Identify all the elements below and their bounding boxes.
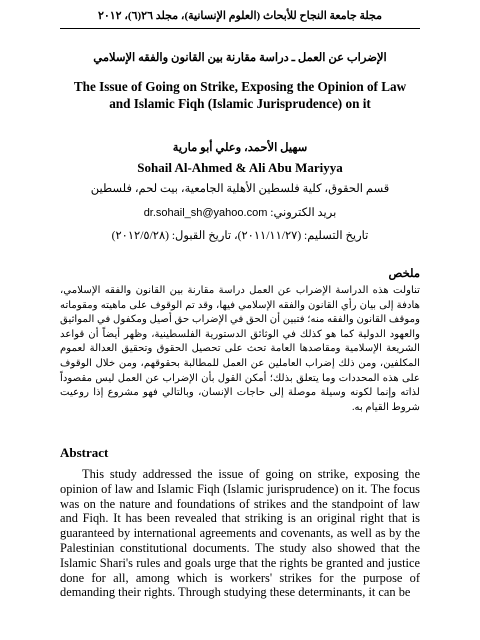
abstract-english-heading: Abstract — [60, 445, 109, 460]
authors-english: Sohail Al-Ahmed & Ali Abu Mariyya — [137, 160, 343, 175]
journal-header: مجلة جامعة النجاح للأبحاث (العلوم الإنسانية)، مجلد ٢٦(٦)، ٢٠١٢ — [60, 6, 420, 29]
abstract-arabic-body: تناولت هذه الدراسة الإضراب عن العمل دراسة مقارنة بين القانون والفقه الإسلامي، هادفة إلى بيان رأي القانون والفقه الإسلامي فيها، وقد تم الوقوف على ماهيته ومقوماته وموقف القانون والفقه منه؛ فتبين أن الحق في الإضراب حق أصيل ومكفول في المواثيق والعهود الدولية كما هو كذلك في الوثائق الدستورية الفلسطينية، وظهر أيضاً أن قواعد الشريعة الإسلامية ومقاصدها العامة تحث على تحصيل الحقوق وتحقيق العدالة لعموم المكلفين، ومن ذلك إضراب العاملين عن العمل للمطالبة بحقوقهم، ومن خلال الوقوف على هذه المحددات وما يتعلق بذلك؛ أمكن القول بأن الإضراب عن العمل ليس مقصوداً لذاته وإنما لكونه وسيلة موصلة إلى حاجات الإنسان، وبالتالي فهو مشروع إذا روعيت شروط القيام به. — [60, 285, 420, 413]
abstract-arabic-heading: ملخص — [388, 268, 420, 280]
abstract-english-body: This study addressed the issue of going on strike, exposing the opinion of law and Islamic Fiqh (Islamic jurisprudence) on it. The focus was on the nature and foundations of strikes and the standpoint of law and Fiqh. It has been revealed that striking is an original right that is guaranteed by international agreements and covenants, as well as by the Palestinian constitutional documents. The study also showed that the Islamic Shari's rules and goals urge that the rights be granted and justice done for all, among which is workers' strikes for the purpose of demanding their rights. Through studying these determinants, it can be — [60, 467, 420, 600]
email-line — [60, 205, 420, 219]
email-label: بريد الكتروني: — [270, 207, 337, 219]
affiliation-arabic: قسم الحقوق، كلية فلسطين الأهلية الجامعية، بيت لحم، فلسطين — [90, 183, 390, 195]
email-address[interactable]: dr.sohail_sh@yahoo.com — [143, 207, 268, 219]
title-arabic: الإضراب عن العمل ـ دراسة مقارنة بين القانون والفقه الإسلامي — [93, 52, 387, 64]
authors-arabic: سهيل الأحمد، وعلي أبو مارية — [172, 142, 308, 154]
submission-dates: تاريخ التسليم: (٢٠١١/١١/٢٧)، تاريخ القبول: (٢٠١٢/٥/٢٨) — [111, 230, 369, 242]
title-english: The Issue of Going on Strike, Exposing the Opinion of Law and Islamic Fiqh (Islamic Jurisprudence) on it — [73, 79, 407, 111]
